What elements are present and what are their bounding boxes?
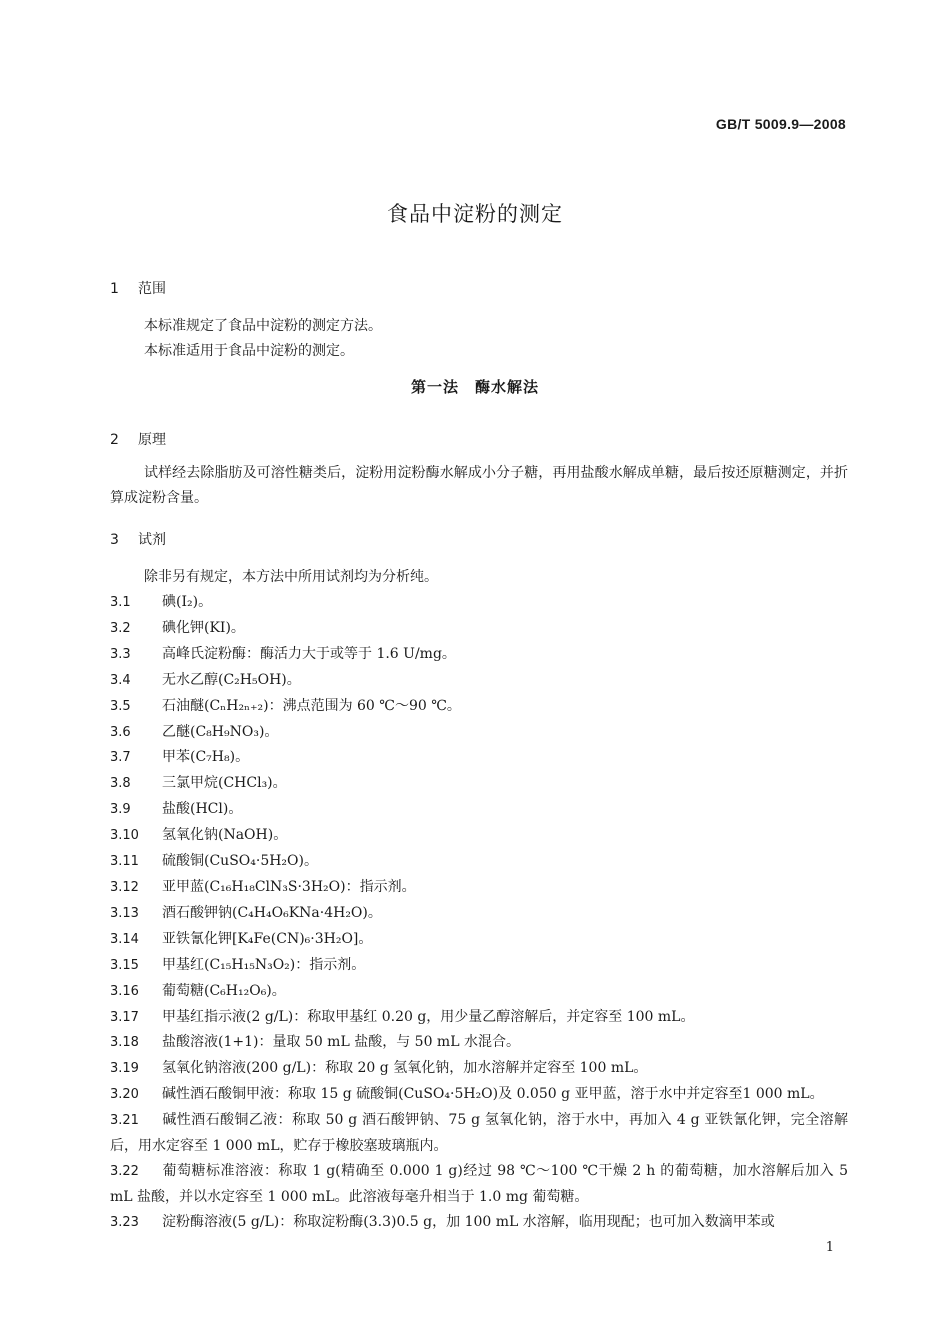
list-item: 3.3 高峰氏淀粉酶：酶活力大于或等于 1.6 U/mg。 (110, 645, 456, 662)
section-number: 2 (110, 432, 119, 448)
document-title: 食品中淀粉的测定 (387, 202, 563, 226)
method-title: 第一法 酶水解法 (410, 378, 539, 396)
list-item: 3.1 碘(I₂)。 (110, 594, 213, 610)
list-item: 3.11 硫酸铜(CuSO₄·5H₂O)。 (110, 853, 318, 870)
list-item: 3.2 碘化钾(KI)。 (110, 619, 245, 636)
section-heading-principle (110, 429, 166, 449)
list-item: 3.9 盐酸(HCl)。 (110, 801, 243, 818)
section-title: 试剂 (138, 532, 166, 548)
list-item: 3.4 无水乙醇(C₂H₅OH)。 (110, 671, 301, 688)
list-item: 3.15 甲基红(C₁₅H₁₅N₃O₂)：指示剂。 (110, 956, 366, 973)
section-title: 原理 (138, 432, 166, 448)
section-number: 1 (110, 281, 119, 297)
list-item: 3.10 氢氧化钠(NaOH)。 (110, 827, 288, 844)
list-item: 3.13 酒石酸钾钠(C₄H₄O₆KNa·4H₂O)。 (110, 904, 382, 921)
section-heading-reagents (110, 529, 166, 549)
scope-paragraph-2: 本标准适用于食品中淀粉的测定。 (144, 343, 354, 359)
list-item: 3.22 葡萄糖标准溶液：称取 1 g(精确至 0.000 1 g)经过 98 ℃～100 ℃干燥 2 h 的葡萄糖，加水溶解后加入 5 mL 盐酸，并以水定容至 1 000 mL。此溶液每毫升相当于 1.0 mg 葡萄糖。 (110, 1162, 848, 1205)
list-item: 3.20 碱性酒石酸铜甲液：称取 15 g 硫酸铜(CuSO₄·5H₂O)及 0.050 g 亚甲蓝，溶于水中并定容至1 000 mL。 (110, 1086, 824, 1103)
page-number: 1 (825, 1240, 834, 1255)
scope-paragraph-1: 本标准规定了食品中淀粉的测定方法。 (144, 318, 382, 334)
list-item: 3.8 三氯甲烷(CHCl₃)。 (110, 775, 287, 792)
principle-paragraph: 试样经去除脂肪及可溶性糖类后，淀粉用淀粉酶水解成小分子糖，再用盐酸水解成单糖，最后按还原糖测定，并折算成淀粉含量。 (110, 465, 848, 506)
list-item: 3.23 淀粉酶溶液(5 g/L)：称取淀粉酶(3.3)0.5 g，加 100 mL 水溶解，临用现配；也可加入数滴甲苯或 (110, 1213, 775, 1230)
section-number: 3 (110, 532, 119, 548)
list-item: 3.5 石油醚(CₙH₂ₙ₊₂)：沸点范围为 60 ℃～90 ℃。 (110, 697, 461, 714)
reagents-intro: 除非另有规定，本方法中所用试剂均为分析纯。 (144, 569, 438, 585)
section-title: 范围 (138, 281, 166, 297)
list-item: 3.17 甲基红指示液(2 g/L)：称取甲基红 0.20 g，用少量乙醇溶解后，并定容至 100 mL。 (110, 1008, 695, 1025)
list-item: 3.16 葡萄糖(C₆H₁₂O₆)。 (110, 982, 286, 999)
section-heading-scope (110, 278, 166, 298)
list-item: 3.18 盐酸溶液(1+1)：量取 50 mL 盐酸，与 50 mL 水混合。 (110, 1034, 520, 1051)
list-item: 3.14 亚铁氰化钾[K₄Fe(CN)₆·3H₂O]。 (110, 930, 373, 947)
list-item: 3.19 氢氧化钠溶液(200 g/L)：称取 20 g 氢氧化钠，加水溶解并定容至 100 mL。 (110, 1060, 648, 1077)
reagent-list (110, 590, 848, 1236)
list-item: 3.6 乙醚(C₈H₉NO₃)。 (110, 723, 279, 740)
list-item: 3.12 亚甲蓝(C₁₆H₁₈ClN₃S·3H₂O)：指示剂。 (110, 878, 416, 895)
standard-number: GB/T 5009.9—2008 (715, 116, 846, 132)
list-item: 3.21 碱性酒石酸铜乙液：称取 50 g 酒石酸钾钠、75 g 氢氧化钠，溶于水中，再加入 4 g 亚铁氰化钾，完全溶解后，用水定容至 1 000 mL，贮存于橡胶塞玻璃瓶内。 (110, 1112, 848, 1155)
list-item: 3.7 甲苯(C₇H₈)。 (110, 749, 250, 766)
